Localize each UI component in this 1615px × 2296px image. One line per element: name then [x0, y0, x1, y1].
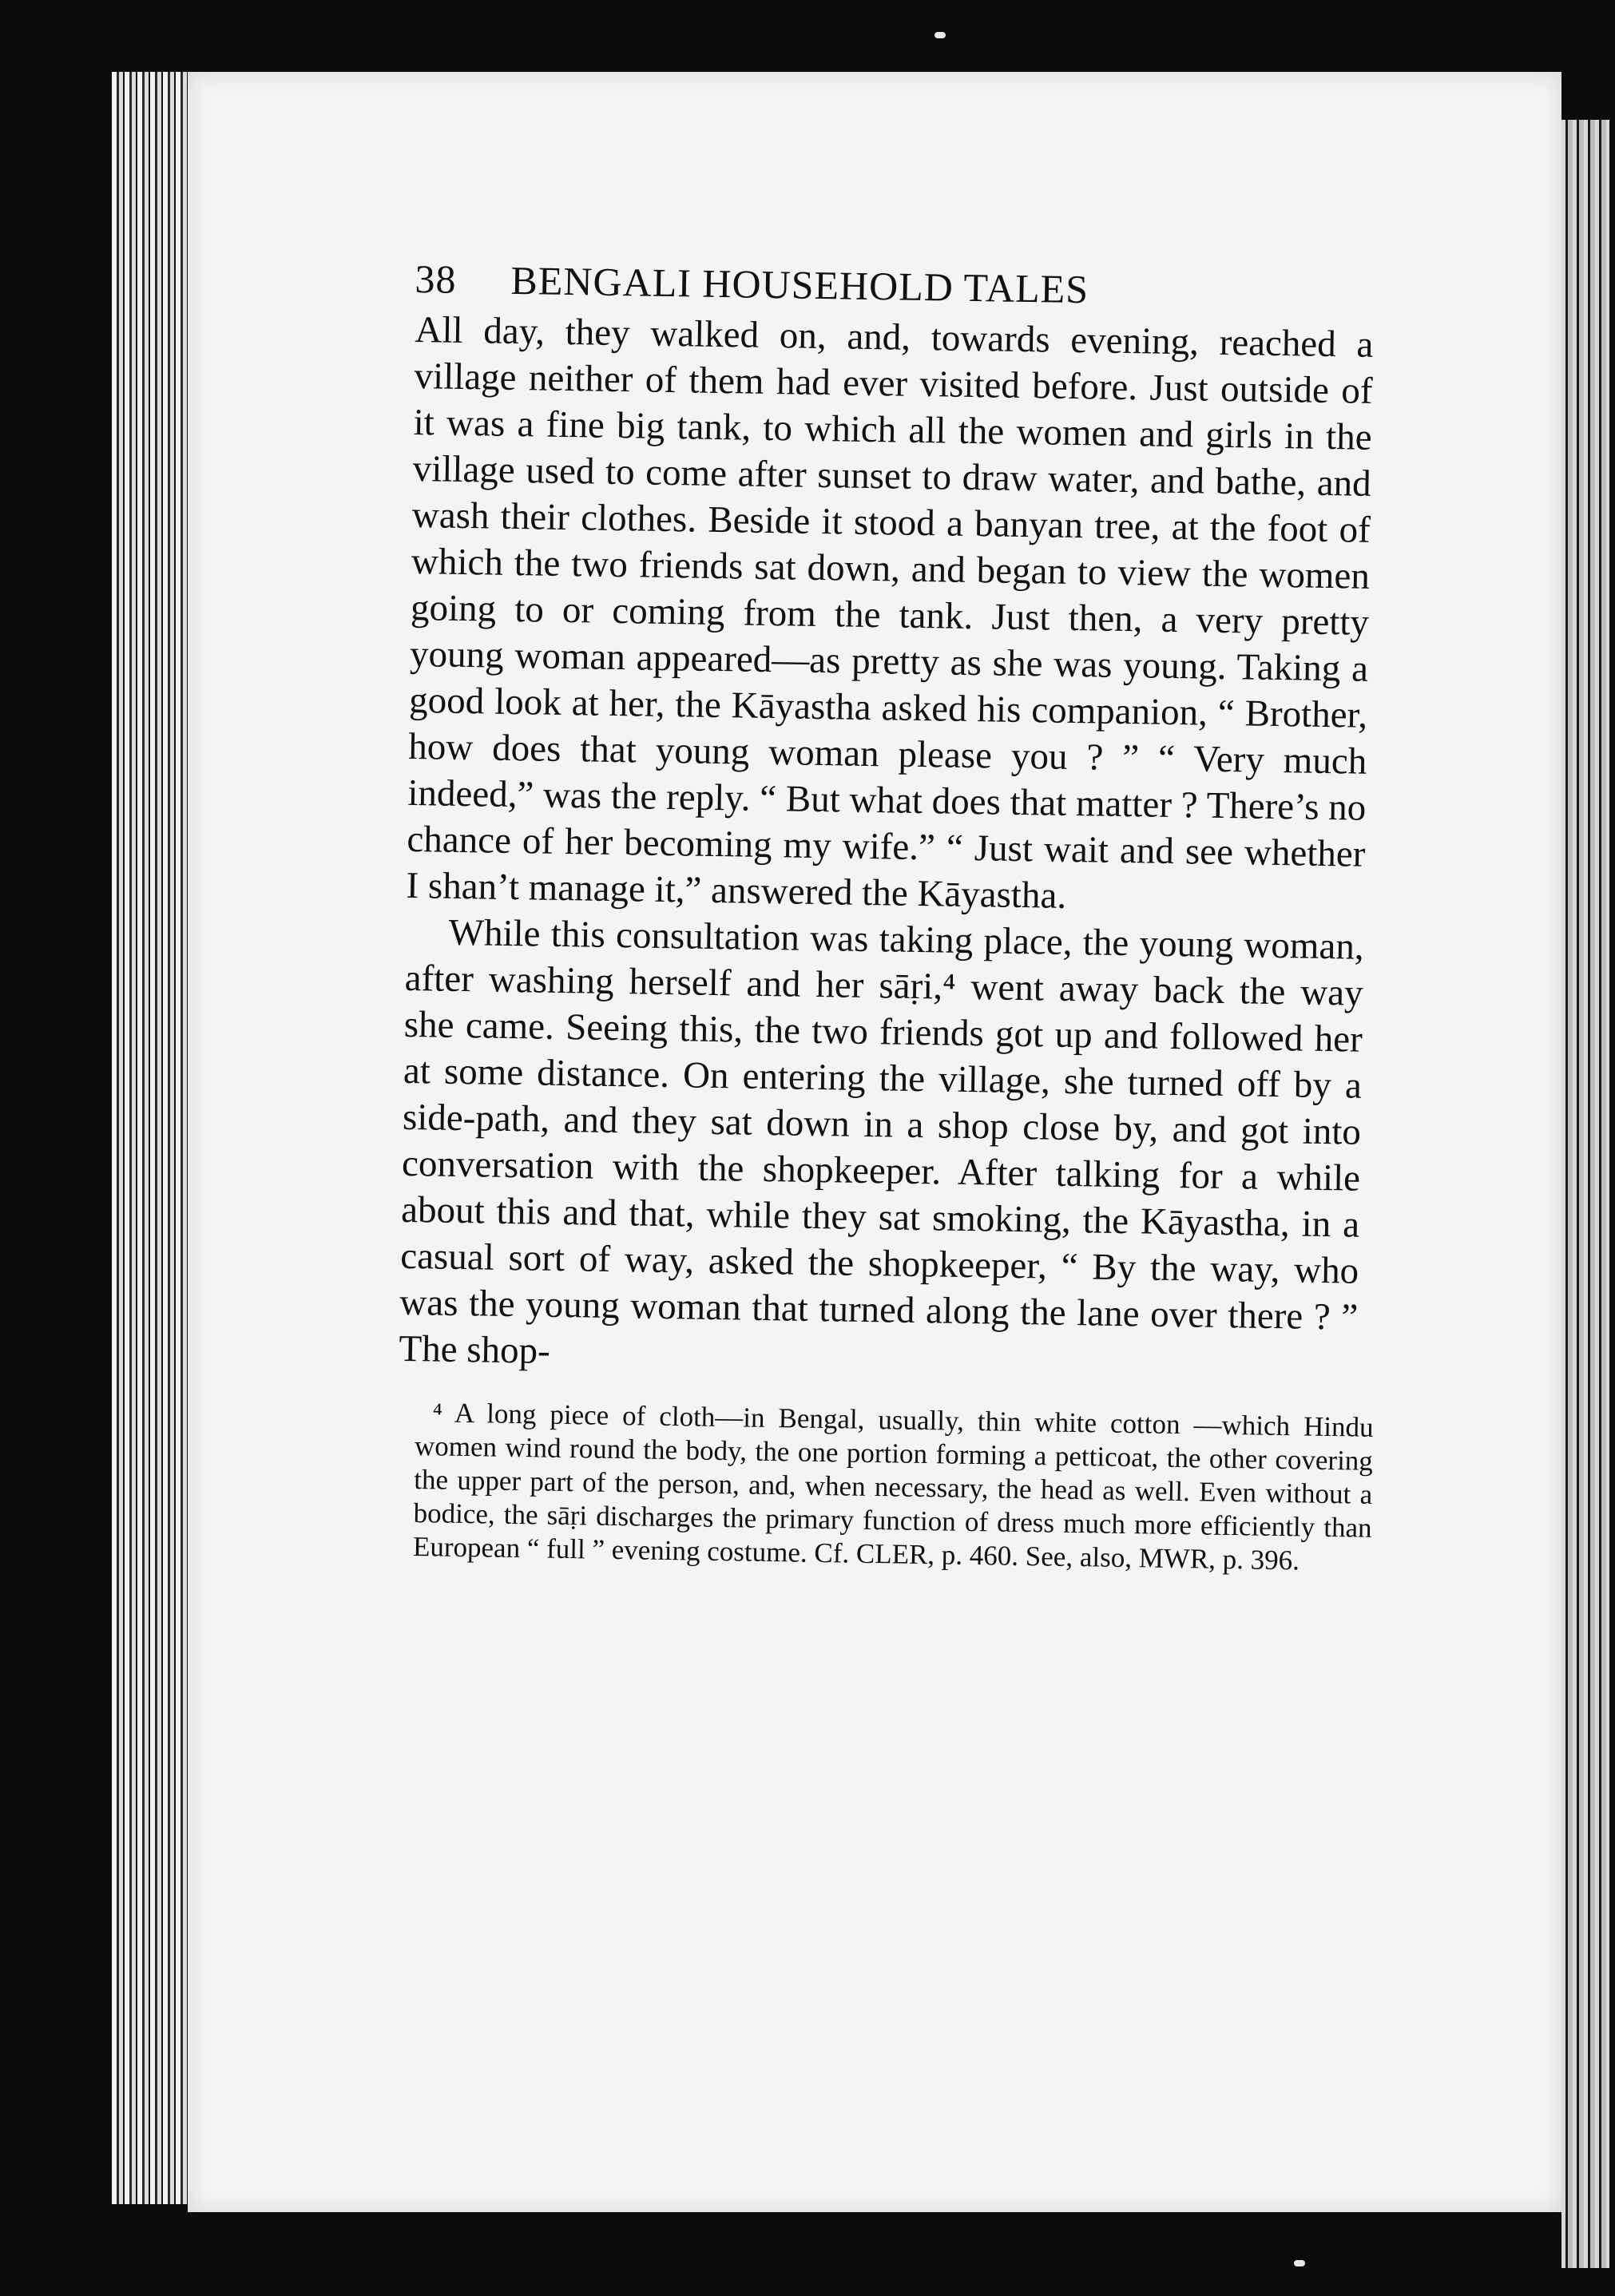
footnote — [413, 1396, 1374, 1579]
page-number: 38 — [415, 256, 457, 302]
footnote-text: ⁴ A long piece of cloth—in Bengal, usually, thin white cotton —which Hindu women wind round the body, the one portion forming a petticoat, the other covering the upper part of the person, and, when necessary, the head as well. Even without a bodice, the sāṛi discharges the primary function of dress much more efficiently than European “ full ” evening costume. Cf. CLER, p. 460. See, also, MWR, p. 396. — [412, 1397, 1374, 1576]
paragraph-1: All day, they walked on, and, towards evening, reached a village neither of them had ever visited before. Just outside of it was a fine big tank, to which all the women and girls in the village used to come after sunset to draw water, and bathe, and wash their clothes. Beside it stood a banyan tree, at the foot of which the two friends sat down, and began to view the women going to or coming from the tank. Just then, a very pretty young woman appeared—as pretty as she was young. Taking a good look at her, the Kāyastha asked his companion, “ Brother, how does that young woman please you ? ” “ Very much indeed,” was the reply. “ But what does that matter ? There’s no chance of her becoming my wife.” “ Just wait and see whether I shan’t manage it,” answered the Kāyastha. — [406, 308, 1374, 917]
book-page-stack-right — [1561, 120, 1609, 2268]
page-content — [399, 256, 1374, 1576]
scan-speck — [1294, 2260, 1305, 2266]
scan-speck — [934, 32, 946, 38]
body-text — [399, 307, 1374, 1387]
book-page-stack-left — [112, 72, 200, 2204]
running-head — [415, 256, 1374, 317]
book-title: BENGALI HOUSEHOLD TALES — [510, 257, 1089, 312]
paragraph-2: While this consultation was taking place, the young woman, after washing herself and her sāṛi,⁴ went away back the way she came. Seeing this, the two friends got up and followed her at some distance. On entering the village, she turned off by a side-path, and they sat down in a shop close by, and got into conversation with the shopkeeper. After talking for a while about this and that, while they sat smoking, the Kāyastha, in a casual sort of way, asked the shopkeeper, “ By the way, who was the young woman that turned along the lane over there ? ” The shop- — [399, 911, 1364, 1372]
